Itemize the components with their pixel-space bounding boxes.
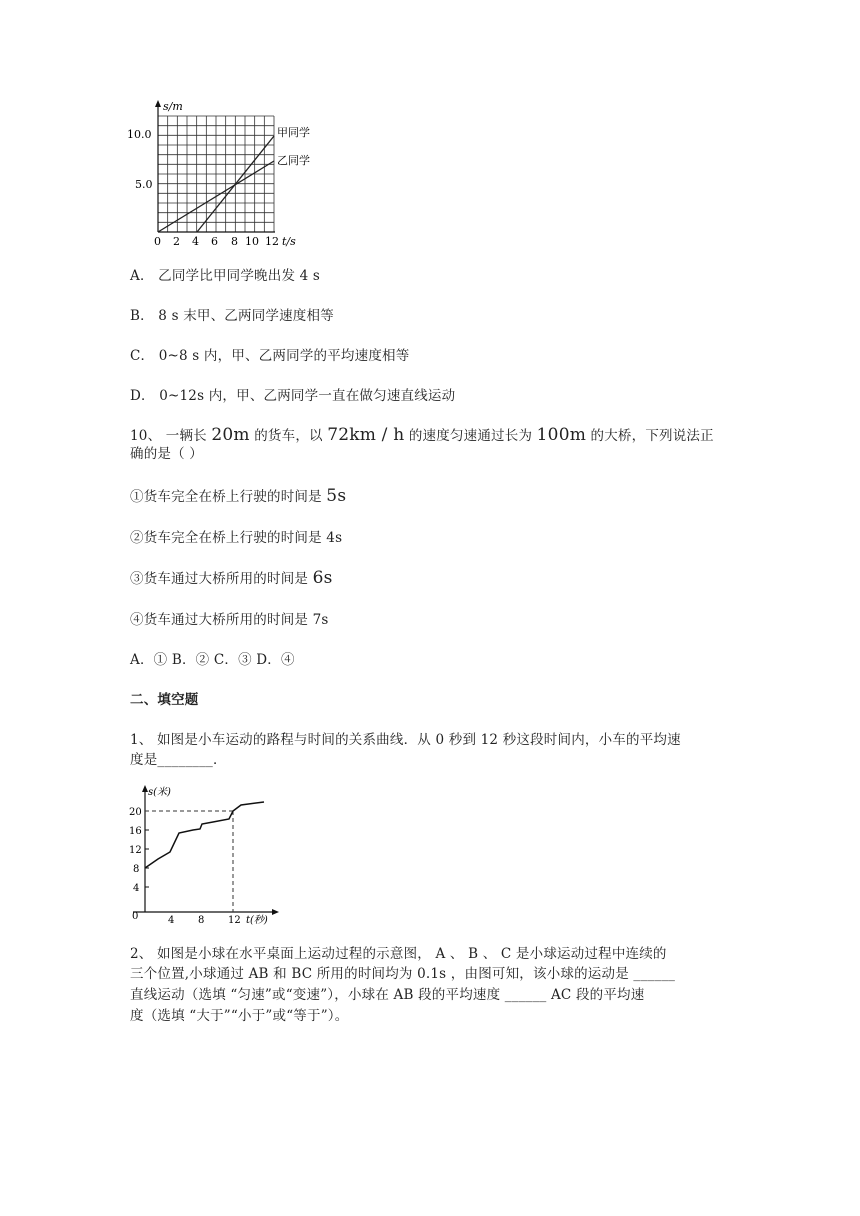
x-axis-label: t(秒) <box>246 915 268 926</box>
q9-option-a: A． 乙同学比甲同学晚出发 4 s <box>130 268 321 284</box>
y-tick-10: 10.0 <box>127 128 152 141</box>
fill1-line1: 1、 如图是小车运动的路程与时间的关系曲线．从 0 秒到 12 秒这段时间内，小车的平均速 <box>130 732 681 748</box>
q10-s3-text: ③货车通过大桥所用的时间是 <box>130 571 313 587</box>
y-axis-label: s/m <box>163 100 183 113</box>
y-tick-5: 5.0 <box>135 178 153 191</box>
x-tick-8: 8 <box>198 915 205 926</box>
y-tick-12: 12 <box>129 845 142 856</box>
y-axis-label: s(米) <box>148 787 171 798</box>
label-yi: 乙同学 <box>277 154 310 167</box>
q10-s1-value: 5s <box>326 486 347 506</box>
x-tick-12: 12 <box>228 915 241 926</box>
fill2-line3: 直线运动（选填 “匀速”或“变速”），小球在 AB 段的平均速度 ______ AC 段的平均速 <box>130 987 645 1003</box>
st-graph-students <box>125 98 325 248</box>
st-graph-car <box>128 782 288 927</box>
fill2-line2: 三个位置,小球通过 AB 和 BC 所用的时间均为 0.1s ，由图可知，该小球的运动是 ______ <box>130 966 676 982</box>
q10-s1-text: ①货车完全在桥上行驶的时间是 <box>130 489 327 505</box>
section-title: 二、填空题 <box>130 692 199 708</box>
x-tick-2: 2 <box>173 235 180 248</box>
car-curve <box>145 802 264 868</box>
q10-statement-3 <box>130 568 333 589</box>
x-tick-10: 10 <box>245 235 259 248</box>
fill2-line4: 度（选填 “大于”“小于”或“等于”）。 <box>130 1008 349 1024</box>
x-tick-0: 0 <box>154 235 161 248</box>
x-tick-4: 4 <box>168 915 175 926</box>
q10-length-value: 20m <box>211 425 250 445</box>
q10-stem-line2: 确的是（ ） <box>130 446 203 462</box>
y-axis-arrow <box>155 100 161 107</box>
x-axis-label: t/s <box>282 235 296 248</box>
y-tick-4: 4 <box>133 883 140 894</box>
y-tick-8: 8 <box>133 864 140 875</box>
x-axis-arrow <box>272 909 279 915</box>
x-tick-4: 4 <box>192 235 199 248</box>
q10-stem-line1 <box>130 425 714 446</box>
y-tick-20: 20 <box>129 807 142 818</box>
q10-bridge-value: 100m <box>536 425 587 445</box>
q10-s3-value: 6s <box>312 568 333 588</box>
q10-stem-part4: 的大桥，下列说法正 <box>586 428 714 444</box>
label-jia: 甲同学 <box>277 126 310 139</box>
x-tick-12: 12 <box>265 235 279 248</box>
q10-stem-part2: 的货车，以 <box>249 428 328 444</box>
y-tick-0: 0 <box>132 911 139 922</box>
q10-statement-4: ④货车通过大桥所用的时间是 7s <box>130 612 329 628</box>
q10-stem-part1: 10、 一辆长 <box>130 428 212 444</box>
q10-statement-2: ②货车完全在桥上行驶的时间是 4s <box>130 530 343 546</box>
fill1-line2: 度是________． <box>130 752 227 768</box>
q9-option-d: D． 0~12s 内，甲、乙两同学一直在做匀速直线运动 <box>130 388 456 404</box>
q10-options: A．① B．② C．③ D．④ <box>130 652 295 668</box>
fill2-line1: 2、 如图是小球在水平桌面上运动过程的示意图， A 、 B 、 C 是小球运动过程中连续的 <box>130 946 667 962</box>
y-tick-16: 16 <box>129 826 142 837</box>
q9-option-c: C． 0~8 s 内，甲、乙两同学的平均速度相等 <box>130 348 410 364</box>
x-tick-8: 8 <box>231 235 238 248</box>
q10-statement-1 <box>130 486 346 507</box>
x-tick-6: 6 <box>211 235 218 248</box>
q10-stem-part3: 的速度匀速通过长为 <box>404 428 537 444</box>
q9-option-b: B． 8 s 末甲、乙两同学速度相等 <box>130 308 334 324</box>
q10-speed-value: 72km / h <box>327 425 405 445</box>
